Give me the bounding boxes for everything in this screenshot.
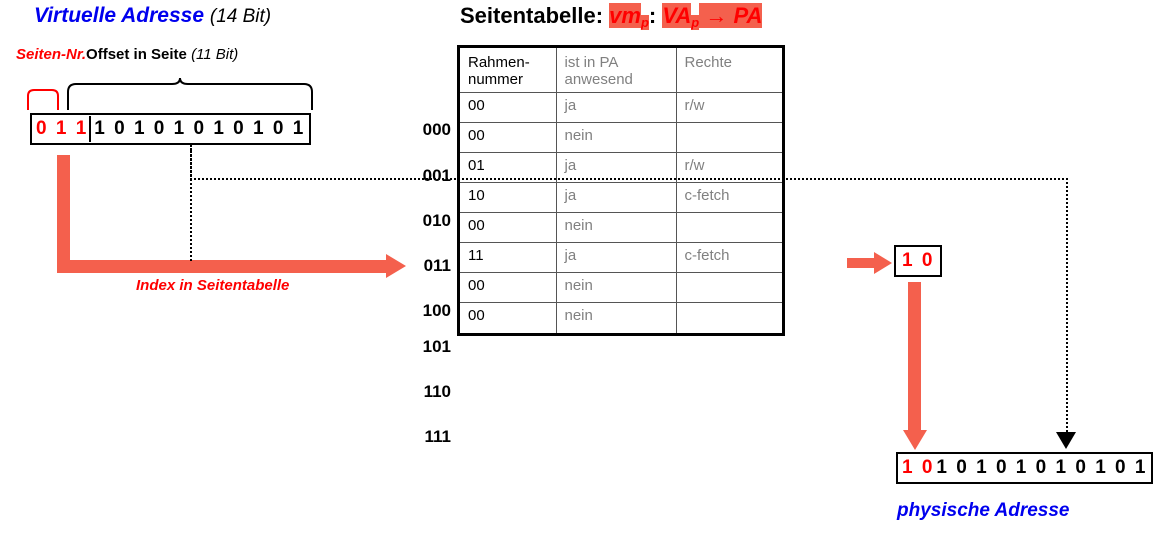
cell-rights [676, 123, 782, 153]
cell-rights [676, 303, 782, 333]
row-index-100: 100 [422, 301, 451, 320]
page-table-va: VA [662, 3, 692, 28]
row-index-001: 001 [422, 166, 451, 185]
cell-present: nein [556, 273, 676, 303]
cell-rights: r/w [676, 93, 782, 123]
row-index-000: 000 [422, 120, 451, 139]
cell-frame: 00 [460, 123, 556, 153]
cell-frame: 01 [460, 153, 556, 183]
cell-rights: r/w [676, 153, 782, 183]
row-index-101: 101 [422, 337, 451, 356]
header-cell-rights [676, 48, 782, 93]
physical-address-label: physische Adresse [897, 500, 1070, 521]
page-number-label: Seiten-Nr. [16, 46, 87, 63]
table-row [460, 243, 782, 273]
frame-number-bits: 1 0 [902, 250, 935, 271]
physical-address-offset-bits: 1 0 1 0 1 0 1 0 1 0 1 [936, 457, 1148, 478]
virtual-address-bits-box [30, 113, 311, 145]
physical-address-arrow-line [908, 282, 921, 434]
frame-arrow-line [847, 258, 877, 268]
brace-group [24, 72, 334, 112]
index-arrow-vertical [57, 155, 70, 273]
offset-path-start [190, 145, 192, 180]
header-cell-frame-number [460, 48, 556, 93]
page-table-vm: vm [609, 3, 641, 28]
row-index-111: 111 [424, 427, 451, 446]
virtual-address-subtitle [16, 46, 238, 63]
index-in-page-table-label: Index in Seitentabelle [136, 277, 290, 294]
cell-rights [676, 213, 782, 243]
page-number-brace [28, 90, 58, 110]
cell-present: nein [556, 213, 676, 243]
header-present-line2: anwesend [564, 71, 633, 88]
cell-frame: 10 [460, 183, 556, 213]
index-arrow-head [386, 254, 406, 278]
virtual-address-page-bits: 0 1 1 [36, 118, 89, 139]
page-table-pa: PA [733, 3, 763, 28]
page-table-title-prefix: Seitentabelle: [460, 3, 610, 28]
frame-number-box [894, 245, 942, 277]
index-arrow-horizontal [57, 260, 389, 273]
offset-bit-count: (11 Bit) [191, 46, 239, 63]
frame-arrow-head [874, 252, 892, 274]
cell-rights: c-fetch [676, 243, 782, 273]
table-row [460, 213, 782, 243]
offset-path-vertical-right [1066, 178, 1068, 436]
row-index-011: 011 [423, 256, 451, 275]
page-table-grid [460, 48, 782, 333]
cell-rights: c-fetch [676, 183, 782, 213]
cell-present: ja [556, 93, 676, 123]
row-index-110: 110 [423, 382, 451, 401]
virtual-address-title-text: Virtuelle Adresse [34, 4, 205, 27]
table-row [460, 183, 782, 213]
physical-address-box [896, 452, 1153, 484]
physical-address-frame-bits: 1 0 [902, 457, 935, 478]
row-index-010: 010 [422, 211, 451, 230]
header-present-line1: ist in PA [564, 54, 619, 71]
header-rights-line1: Rechte [684, 54, 733, 71]
page-table [457, 45, 785, 336]
cell-rights [676, 273, 782, 303]
cell-frame: 00 [460, 273, 556, 303]
page-table-va-sub: p [691, 15, 700, 30]
page-table-header-row [460, 48, 782, 93]
offset-path-horizontal [190, 178, 1068, 180]
cell-frame: 00 [460, 303, 556, 333]
virtual-address-bit-count: (14 Bit) [209, 6, 272, 27]
table-row [460, 123, 782, 153]
cell-frame: 11 [460, 243, 556, 273]
table-row [460, 93, 782, 123]
offset-label: Offset in Seite [86, 46, 187, 63]
header-frame-line2: nummer [468, 71, 524, 88]
cell-frame: 00 [460, 93, 556, 123]
cell-present: ja [556, 153, 676, 183]
page-table-vm-sub: p [640, 15, 649, 30]
virtual-address-title [34, 4, 271, 28]
table-row [460, 303, 782, 333]
page-table-arrow: → [699, 3, 734, 28]
cell-present: nein [556, 123, 676, 153]
offset-brace [68, 78, 312, 110]
virtual-address-offset-bits: 1 0 1 0 1 0 1 0 1 0 1 [94, 118, 306, 139]
cell-present: ja [556, 183, 676, 213]
cell-present: ja [556, 243, 676, 273]
page-table-title [460, 3, 762, 29]
cell-present: nein [556, 303, 676, 333]
header-frame-line1: Rahmen- [468, 54, 530, 71]
bits-divider [89, 116, 91, 142]
header-cell-present [556, 48, 676, 93]
physical-address-arrow-head [903, 430, 927, 450]
table-row [460, 273, 782, 303]
cell-frame: 00 [460, 213, 556, 243]
page-table-colon: : [648, 3, 663, 28]
offset-path-arrow-head [1056, 432, 1076, 449]
